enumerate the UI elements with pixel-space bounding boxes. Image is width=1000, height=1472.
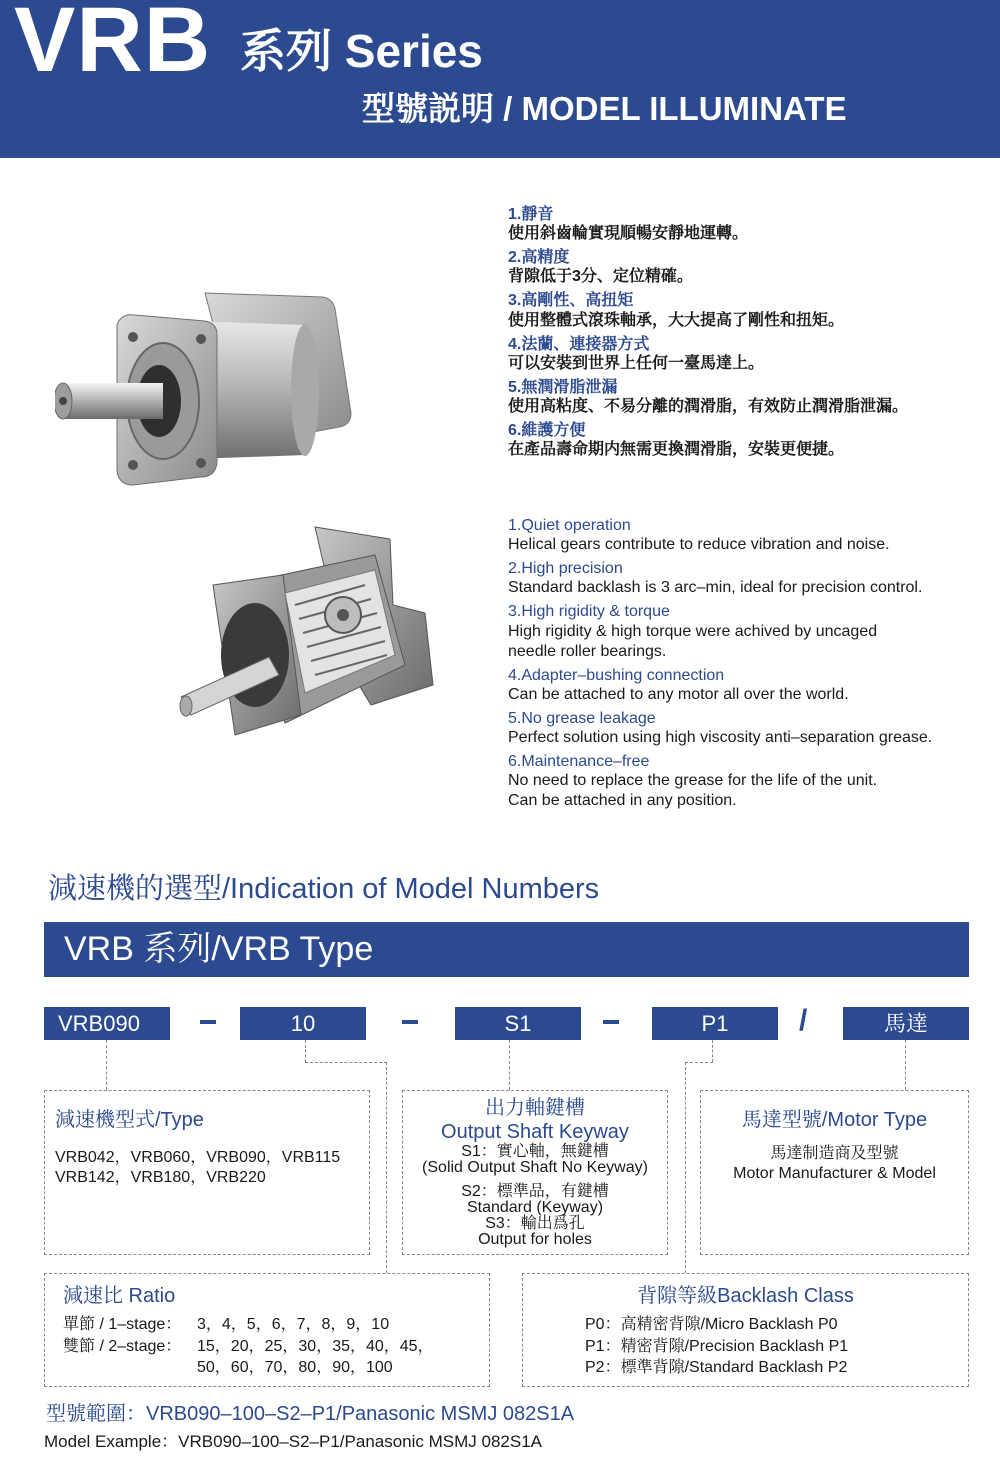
code-dash [402,1020,418,1024]
section-heading: 減速機的選型/Indication of Model Numbers [48,873,600,905]
feature-title: 2.High precision [508,560,623,578]
shaft-option-s3-zh: S3：輸出爲孔 [485,1215,585,1232]
code-shaft: S1 [455,1007,581,1040]
page-subtitle: 型號説明 / MODEL ILLUMINATE [362,90,847,127]
type-box-line: VRB142，VRB180，VRB220 [55,1169,266,1186]
ratio-box [44,1273,490,1387]
features-list-zh [508,205,988,460]
feature-item [508,559,988,598]
feature-title: 1.靜音 [508,206,554,223]
gear-reducer-image [55,285,385,510]
model-example-zh: 型號範圍：VRB090–100–S2–P1/Panasonic MSMJ 082S1A [46,1403,575,1425]
feature-desc: No need to replace the grease for the life of the unit. [508,772,878,790]
connector-line [509,1040,510,1090]
type-bar-label: VRB 系列/VRB Type [64,930,374,968]
ratio-row [63,1357,489,1379]
code-model: VRB090 [44,1007,170,1040]
ratio-row [63,1314,489,1336]
feature-desc: Perfect solution using high viscosity anti–separation grease. [508,728,933,746]
feature-title: 5.無潤滑脂泄漏 [508,378,618,396]
feature-title: 3.High rigidity & torque [508,603,670,621]
code-backlash: P1 [652,1007,778,1040]
feature-item [508,421,988,460]
ratio-values: 15，20，25，30，35，40，45， [197,1337,434,1355]
code-dash [200,1020,216,1024]
ratio-row [63,1336,489,1358]
feature-item [508,602,988,661]
ratio-values: 3，4，5，6，7，8，9，10 [197,1316,390,1333]
feature-item [508,378,988,417]
feature-item [508,516,988,555]
ratio-label: 單節 / 1–stage： [63,1316,182,1333]
feature-desc: High rigidity & high torque were achived by uncaged [508,622,878,640]
feature-item [508,335,988,374]
feature-desc: 背隙低于3分、定位精確。 [508,268,693,286]
shaft-option-s1-en: (Solid Output Shaft No Keyway) [422,1159,648,1176]
backlash-box-title: 背隙等級Backlash Class [637,1285,854,1307]
feature-title: 4.法蘭、連接器方式 [508,335,650,353]
feature-desc: 使用高粘度、不易分離的潤滑脂，有效防止潤滑脂泄漏。 [508,397,909,415]
shaft-keyway-box [402,1090,668,1255]
feature-title: 2.高精度 [508,249,570,267]
code-ratio: 10 [240,1007,366,1040]
motor-type-box [700,1090,969,1255]
code-dash [603,1020,619,1024]
ratio-label [63,1357,197,1379]
feature-title: 3.高剛性、高扭矩 [508,292,634,310]
connector-line [712,1040,713,1062]
feature-desc: 使用斜齒輪實現順暢安靜地運轉。 [508,225,749,243]
backlash-line: P1：精密背隙/Precision Backlash P1 [585,1337,849,1355]
connector-line [305,1040,306,1062]
feature-item [508,666,988,705]
connector-line [386,1062,387,1273]
motor-box-title: 馬達型號/Motor Type [741,1109,928,1131]
feature-desc: Can be attached in any position. [508,792,737,810]
ratio-values: 50，60，70，80，90，100 [197,1359,393,1377]
brand-title: VRB [14,0,212,91]
feature-item [508,291,988,330]
feature-item [508,205,988,244]
ratio-label: 雙節 / 2–stage： [63,1337,182,1355]
header-banner [0,0,1000,158]
feature-desc: Standard backlash is 3 arc–min, ideal for precision control. [508,579,923,597]
shaft-option-s1-zh: S1：實心軸，無鍵槽 [461,1143,609,1160]
shaft-option-s2-zh: S2：標準品，有鍵槽 [461,1183,609,1200]
feature-desc: 可以安裝到世界上任何一臺馬達上。 [508,354,765,372]
feature-desc: Can be attached to any motor all over the world. [508,685,849,703]
type-box [44,1090,370,1255]
connector-line [685,1062,686,1273]
backlash-line: P2：標準背隙/Standard Backlash P2 [585,1359,848,1377]
motor-box-line-en: Motor Manufacturer & Model [733,1165,936,1182]
feature-title: 5.No grease leakage [508,709,656,727]
feature-desc: Helical gears contribute to reduce vibration and noise. [508,536,890,554]
connector-line [305,1062,387,1063]
code-slash: / [799,1004,808,1037]
type-box-line: VRB042，VRB060，VRB090，VRB115 [55,1149,341,1166]
backlash-line: P0：高精密背隙/Micro Backlash P0 [585,1316,838,1333]
feature-item [508,248,988,287]
model-example-en: Model Example：VRB090–100–S2–P1/Panasonic MSMJ 082S1A [44,1432,543,1451]
connector-line [685,1062,713,1063]
feature-item [508,709,988,748]
motor-box-line-zh: 馬達制造商及型號 [770,1145,899,1162]
backlash-box [522,1273,969,1387]
feature-desc: needle roller bearings. [508,642,667,660]
feature-desc: 在產品壽命期内無需更換潤滑脂，安裝更便捷。 [508,441,845,459]
feature-desc: 使用整體式滾珠軸承，大大提高了剛性和扭矩。 [508,311,845,329]
feature-title: 4.Adapter–bushing connection [508,666,725,684]
type-bar [44,922,969,977]
ratio-box-title: 減速比 Ratio [63,1285,176,1307]
shaft-box-title-en: Output Shaft Keyway [441,1121,629,1143]
gear-reducer-cutaway-image [175,515,455,755]
type-box-title: 減速機型式/Type [55,1109,204,1131]
feature-title: 1.Quiet operation [508,517,631,534]
shaft-option-s3-en: Output for holes [478,1231,592,1248]
shaft-box-title-zh: 出力軸鍵槽 [485,1097,585,1119]
shaft-option-s2-en: Standard (Keyway) [466,1199,604,1216]
features-list-en [508,516,988,811]
code-motor: 馬達 [843,1007,969,1040]
connector-line [905,1040,906,1090]
feature-title: 6.維護方便 [508,421,586,439]
series-title: 系列 Series [240,25,483,77]
feature-title: 6.Maintenance–free [508,752,650,770]
feature-item [508,752,988,811]
connector-line [106,1040,107,1090]
